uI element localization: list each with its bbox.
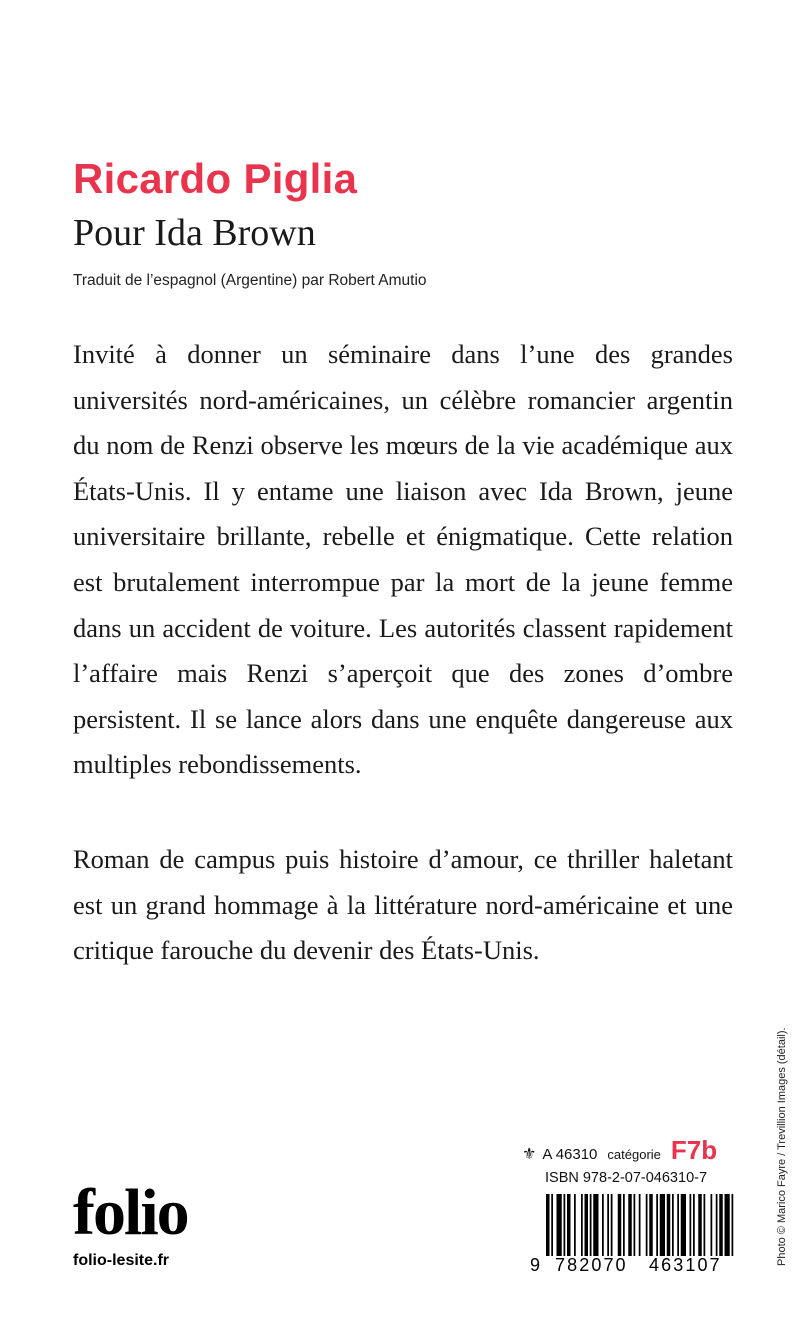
barcode-bar bbox=[623, 1194, 625, 1256]
barcode-bar bbox=[690, 1194, 692, 1256]
barcode-bar bbox=[593, 1194, 598, 1256]
barcode-bar bbox=[649, 1194, 653, 1256]
barcode-bar bbox=[590, 1194, 592, 1256]
barcode-bar bbox=[564, 1194, 566, 1256]
blurb-paragraph-2: Roman de campus puis histoire d’amour, ce thriller haletant est un grand hommage à la littérature nord-américaine et une critique farouche du devenir des États-Unis. bbox=[73, 844, 733, 966]
barcode-bar bbox=[677, 1194, 679, 1256]
barcode-bar bbox=[607, 1194, 609, 1256]
isbn: ISBN 978-2-07-046310-7 bbox=[545, 1170, 708, 1186]
catalog-line bbox=[522, 1137, 717, 1164]
barcode-bar bbox=[634, 1194, 636, 1256]
barcode-bar bbox=[660, 1194, 665, 1256]
barcode-bar bbox=[602, 1194, 604, 1256]
translator-line: Traduit de l’espagnol (Argentine) par Robert Amutio bbox=[73, 272, 427, 289]
catalog-code: A 46310 bbox=[542, 1146, 598, 1163]
category-code: F7b bbox=[670, 1135, 718, 1165]
barcode-bar bbox=[585, 1194, 589, 1256]
barcode bbox=[530, 1194, 735, 1278]
publisher-logo: folio bbox=[73, 1176, 188, 1249]
barcode-bars bbox=[530, 1194, 735, 1256]
barcode-bar bbox=[719, 1194, 723, 1256]
barcode-bar bbox=[546, 1194, 550, 1256]
barcode-bar bbox=[667, 1194, 671, 1256]
barcode-bar bbox=[551, 1194, 553, 1256]
barcode-bar bbox=[681, 1194, 686, 1256]
barcode-bar bbox=[646, 1194, 648, 1256]
category-label: catégorie bbox=[607, 1147, 661, 1162]
blurb-paragraph-1: Invité à donner un séminaire dans l’une des grandes universités nord-américaines, un célèbre romancier argentin du nom de Renzi observe les mœurs de la vie académique aux États-Unis. Il y entame une liaison avec Ida Brown, jeune universitaire brillante, rebelle et énigmatique. Cette relation est brutalement interrompue par la mort de la jeune femme dans un accident de voiture. Les autorités classent rapidement l’affaire mais Renzi s’aperçoit que des zones d’ombre persistent. Il se lance alors dans une enquête dangereuse aux multiples rebondissements. bbox=[73, 339, 733, 780]
barcode-bar bbox=[716, 1194, 718, 1256]
barcode-bar bbox=[693, 1194, 695, 1256]
barcode-bar bbox=[628, 1194, 632, 1256]
barcode-bar bbox=[672, 1194, 674, 1256]
barcode-lead-digit: 9 bbox=[530, 1255, 541, 1275]
barcode-bar bbox=[557, 1194, 562, 1256]
barcode-group-2: 463107 bbox=[649, 1255, 722, 1275]
barcode-bar bbox=[574, 1194, 576, 1256]
barcode-bar bbox=[581, 1194, 583, 1256]
photo-credit: Photo © Marico Fayre / Trevillion Images (détail). bbox=[776, 1027, 788, 1266]
author-name: Ricardo Piglia bbox=[73, 155, 358, 202]
barcode-bar bbox=[567, 1194, 571, 1256]
barcode-bar bbox=[656, 1194, 658, 1256]
publisher-website: folio-lesite.fr bbox=[73, 1252, 170, 1269]
book-title: Pour Ida Brown bbox=[73, 212, 316, 254]
publisher-emblem-icon: ⚜ bbox=[522, 1146, 537, 1163]
barcode-bar bbox=[698, 1194, 702, 1256]
barcode-bar bbox=[711, 1194, 713, 1256]
barcode-bar bbox=[704, 1194, 706, 1256]
barcode-bar bbox=[732, 1194, 734, 1256]
barcode-bar bbox=[639, 1194, 641, 1256]
barcode-bar bbox=[725, 1194, 730, 1256]
barcode-group-1: 782070 bbox=[555, 1255, 628, 1275]
barcode-bar bbox=[611, 1194, 613, 1256]
barcode-bar bbox=[618, 1194, 622, 1256]
